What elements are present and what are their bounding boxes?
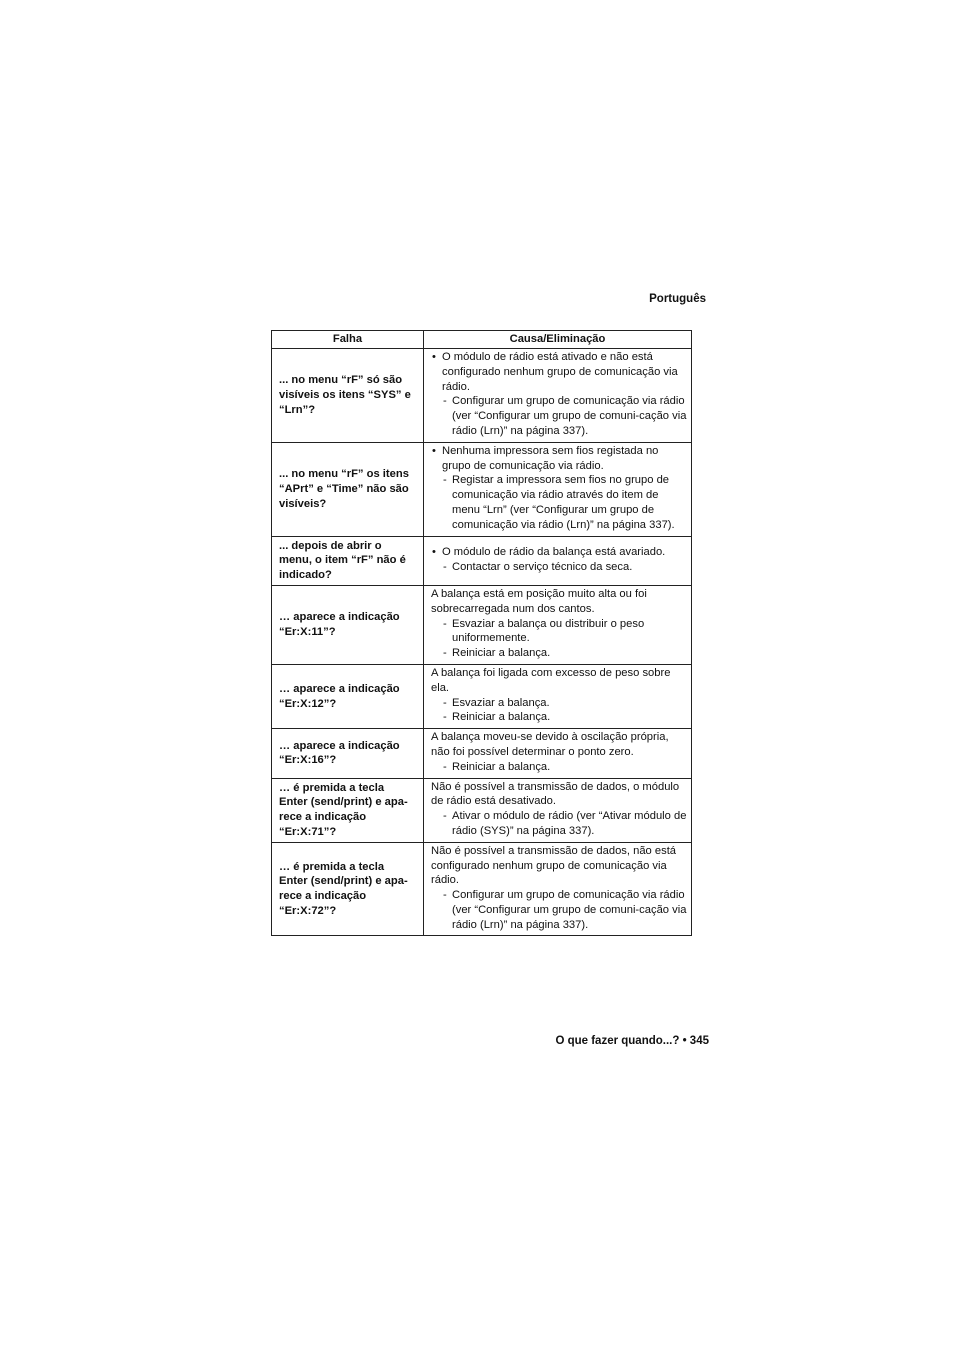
fault-line: ... no menu “rF” os itens — [279, 467, 409, 480]
troubleshooting-table — [271, 330, 692, 936]
table-row — [272, 349, 692, 443]
table-row — [272, 442, 692, 536]
fault-line: visíveis? — [279, 497, 327, 510]
cause-bullet: • Nenhuma impressora sem fios registada no grupo de comunicação via rádio. — [431, 444, 687, 474]
fault-line: … é premida a tecla — [279, 781, 385, 794]
cause-text: Não é possível a transmissão de dados, o módulo de rádio está desativado. — [431, 780, 680, 808]
fault-line: Enter (send/print) e apa- — [279, 875, 408, 888]
cause-text: A balança foi ligada com excesso de peso sobre ela. — [431, 666, 671, 694]
table-row — [272, 536, 692, 585]
cause-action: - Registar a impressora sem fios no grupo de comunicação via rádio através do item de menu “Lrn” (ver “Configurar um grupo de comunicação via rádio (Lrn)” na página 337). — [431, 473, 687, 532]
fault-line: … aparece a indicação — [279, 682, 400, 695]
cause-action: - Ativar o módulo de rádio (ver “Ativar módulo de rádio (SYS)” na página 337). — [431, 809, 687, 839]
fault-line: “Er:X:11”? — [279, 625, 336, 638]
cause-cell — [424, 442, 692, 536]
page-language-label: Português — [649, 293, 706, 305]
fault-cell — [272, 585, 424, 664]
cause-action: - Configurar um grupo de comunicação via rádio (ver “Configurar um grupo de comuni-cação via rádio (Lrn)” na página 337). — [431, 394, 687, 438]
cause-cell — [424, 778, 692, 842]
fault-cell — [272, 536, 424, 585]
fault-cell — [272, 842, 424, 936]
fault-line: … aparece a indicação — [279, 739, 400, 752]
cause-cell — [424, 585, 692, 664]
cause-action: - Reiniciar a balança. — [431, 646, 687, 661]
cause-text: A balança está em posição muito alta ou foi sobrecarregada num dos cantos. — [431, 587, 647, 615]
page-footer: O que fazer quando...? • 345 — [555, 1035, 709, 1047]
fault-line: … é premida a tecla — [279, 860, 385, 873]
cause-action: - Esvaziar a balança ou distribuir o peso uniformemente. — [431, 617, 687, 647]
cause-cell — [424, 729, 692, 778]
fault-cell — [272, 349, 424, 443]
table-row — [272, 585, 692, 664]
cause-bullet: • O módulo de rádio da balança está avariado. — [431, 545, 687, 560]
column-header-cause: Causa/Eliminação — [424, 331, 692, 349]
fault-line: “APrt” e “Time” não são — [279, 482, 409, 495]
fault-cell — [272, 778, 424, 842]
fault-line: … aparece a indicação — [279, 611, 400, 624]
cause-action: - Contactar o serviço técnico da seca. — [431, 560, 687, 575]
fault-line: visíveis os itens “SYS” e — [279, 388, 411, 401]
cause-action: - Reiniciar a balança. — [431, 760, 687, 775]
column-header-fault: Falha — [272, 331, 424, 349]
fault-line: indicado? — [279, 569, 332, 582]
fault-line: “Er:X:16”? — [279, 754, 337, 767]
table-header-row — [272, 331, 692, 349]
cause-action: - Esvaziar a balança. — [431, 696, 687, 711]
fault-line: rece a indicação — [279, 890, 367, 903]
table-row — [272, 664, 692, 728]
fault-cell — [272, 729, 424, 778]
fault-cell — [272, 664, 424, 728]
fault-line: Enter (send/print) e apa- — [279, 796, 408, 809]
fault-line: “Er:X:12”? — [279, 697, 337, 710]
fault-line: ... no menu “rF” só são — [279, 374, 403, 387]
fault-line: “Er:X:71”? — [279, 825, 337, 838]
cause-cell — [424, 349, 692, 443]
table-row — [272, 729, 692, 778]
cause-text: A balança moveu-se devido à oscilação própria, não foi possível determinar o ponto zero. — [431, 731, 669, 758]
fault-line: rece a indicação — [279, 811, 367, 824]
table-row — [272, 778, 692, 842]
cause-cell — [424, 664, 692, 728]
cause-cell — [424, 842, 692, 936]
cause-bullet: • O módulo de rádio está ativado e não está configurado nenhum grupo de comunicação via rádio. — [431, 350, 687, 394]
fault-line: “Er:X:72”? — [279, 904, 337, 917]
fault-line: menu, o item “rF” não é — [279, 554, 406, 567]
fault-line: “Lrn”? — [279, 403, 316, 416]
cause-action: - Configurar um grupo de comunicação via rádio (ver “Configurar um grupo de comuni-cação via rádio (Lrn)” na página 337). — [431, 888, 687, 932]
fault-cell — [272, 442, 424, 536]
cause-cell — [424, 536, 692, 585]
fault-line: ... depois de abrir o — [279, 539, 382, 552]
cause-text: Não é possível a transmissão de dados, não está configurado nenhum grupo de comunicação via rádio. — [431, 844, 677, 887]
table-row — [272, 842, 692, 936]
cause-action: - Reiniciar a balança. — [431, 710, 687, 725]
